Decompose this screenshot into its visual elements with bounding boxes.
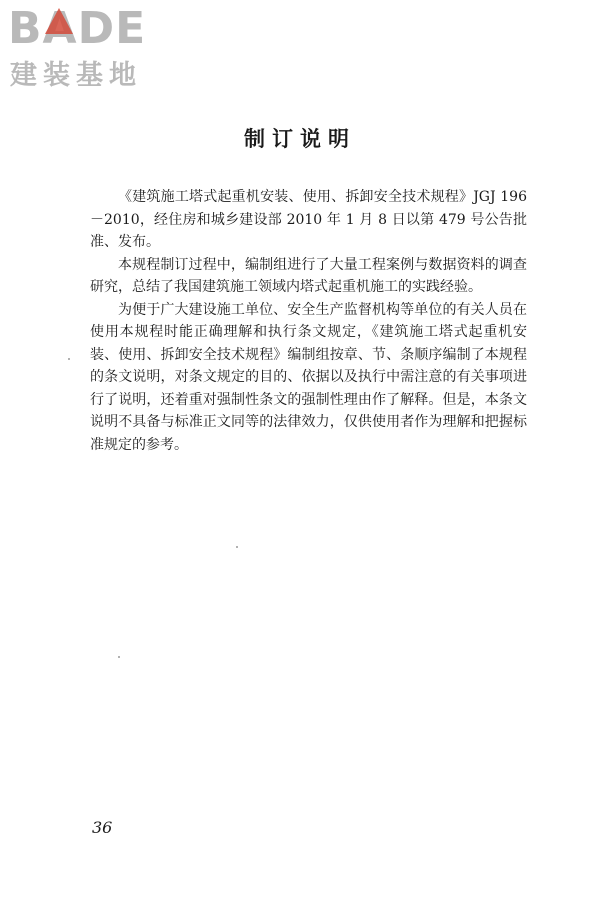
logo-triangle-icon (45, 8, 73, 34)
publisher-logo (8, 4, 178, 96)
paragraph-approval: 《建筑施工塔式起重机安装、使用、拆卸安全技术规程》JGJ 196－2010，经住房和城乡建设部 2010 年 1 月 8 日以第 479 号公告批准、发布。 (90, 189, 527, 250)
page-title: 制订说明 (244, 127, 356, 151)
logo-wordmark: BADE (8, 3, 147, 54)
document-body (90, 186, 527, 456)
paragraph-research: 本规程制订过程中，编制组进行了大量工程案例与数据资料的调查研究，总结了我国建筑施工领域内塔式起重机施工的实践经验。 (90, 256, 527, 295)
page-number: 36 (92, 818, 113, 837)
scan-speck (68, 358, 70, 360)
scan-speck (236, 546, 238, 548)
logo-subtitle: 建装基地 (10, 60, 142, 91)
scan-speck (118, 656, 120, 658)
paragraph-purpose: 为便于广大建设施工单位、安全生产监督机构等单位的有关人员在使用本规程时能正确理解和执行条文规定，《建筑施工塔式起重机安装、使用、拆卸安全技术规程》编制组按章、节、条顺序编制了本规程的条文说明，对条文规定的目的、依据以及执行中需注意的有关事项进行了说明，还着重对强制性条文的强制性理由作了解释。但是，本条文说明不具备与标准正文同等的法律效力，仅供使用者作为理解和把握标准规定的参考。 (90, 301, 527, 453)
